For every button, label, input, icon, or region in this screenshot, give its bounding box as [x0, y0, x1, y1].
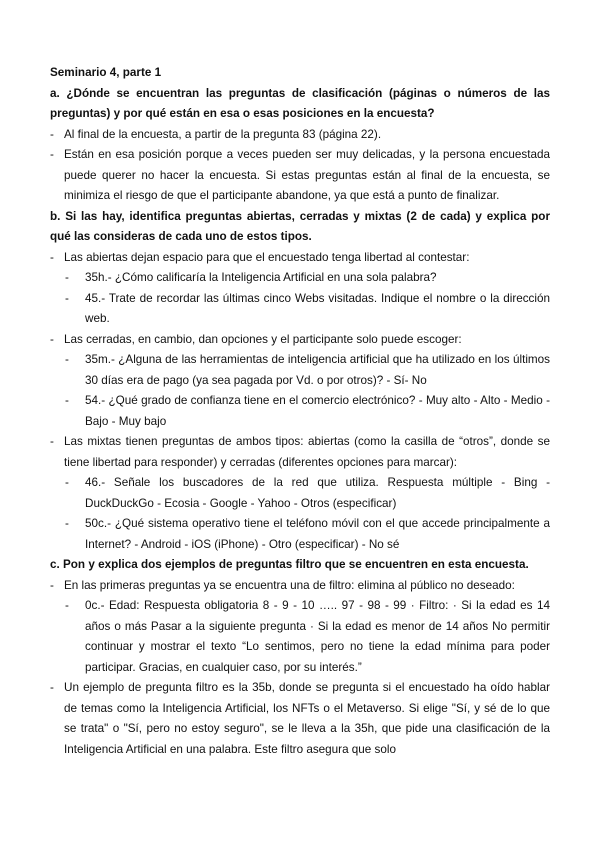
question-c: c. Pon y explica dos ejemplos de preguntas filtro que se encuentren en esta encuesta. — [50, 558, 529, 571]
sub-list-item: - 54.- ¿Qué grado de confianza tiene en el comercio electrónico? - Muy alto - Alto - Medio - Bajo - Muy bajo — [50, 391, 550, 432]
list-item: - Un ejemplo de pregunta filtro es la 35b, donde se pregunta si el encuestado ha oído hablar de temas como la Inteligencia Artificial, los NFTs o el Metaverso. Si elige "Sí, y sé de lo que se trata" o "Sí, pero no estoy seguro", se le lleva a la 35h, que pide una clasificación de la Inteligencia Artificial en una palabra. Este filtro asegura que solo — [50, 678, 550, 760]
document-title: Seminario 4, parte 1 — [50, 66, 162, 79]
document-page — [50, 63, 550, 760]
section-c — [50, 555, 550, 760]
question-b: b. Si las hay, identifica preguntas abiertas, cerradas y mixtas (2 de cada) y explica por qué las consideras de cada uno de estos tipos. — [50, 209, 550, 243]
list-item: - Al final de la encuesta, a partir de la pregunta 83 (página 22). — [50, 125, 550, 146]
sub-list-item: - 45.- Trate de recordar las últimas cinco Webs visitadas. Indique el nombre o la dirección web. — [50, 289, 550, 330]
list-item: - Las mixtas tienen preguntas de ambos tipos: abiertas (como la casilla de “otros”, donde se tiene libertad para responder) y cerradas (diferentes opciones para marcar): — [50, 432, 550, 473]
sub-list-item: - 0c.- Edad: Respuesta obligatoria 8 - 9 - 10 ….. 97 - 98 - 99 · Filtro: · Si la edad es 14 años o más Pasar a la siguiente pregunta · Si la edad es menor de 14 años No permitir continuar y mostrar el texto “Lo sentimos, pero no tiene la edad mínima para poder participar. Gracias, en cualquier caso, por su interés.” — [50, 596, 550, 678]
sub-list-item: - 35h.- ¿Cómo calificaría la Inteligencia Artificial en una sola palabra? — [50, 268, 550, 289]
sub-list-item: - 35m.- ¿Alguna de las herramientas de inteligencia artificial que ha utilizado en los últimos 30 días era de pago (ya sea pagada por Vd. o por otros)? - Sí- No — [50, 350, 550, 391]
section-a — [50, 84, 550, 207]
question-a: a. ¿Dónde se encuentran las preguntas de clasificación (páginas o números de las preguntas) y por qué están en esa o esas posiciones en la encuesta? — [50, 86, 550, 120]
list-item: - Las cerradas, en cambio, dan opciones y el participante solo puede escoger: — [50, 330, 550, 351]
section-b — [50, 207, 550, 556]
sub-list-item: - 46.- Señale los buscadores de la red que utiliza. Respuesta múltiple - Bing - DuckDuckGo - Ecosia - Google - Yahoo - Otros (especificar) — [50, 473, 550, 514]
sub-list-item: - 50c.- ¿Qué sistema operativo tiene el teléfono móvil con el que accede principalmente a Internet? - Android - iOS (iPhone) - Otro (especificar) - No sé — [50, 514, 550, 555]
list-item: - En las primeras preguntas ya se encuentra una de filtro: elimina al público no deseado: — [50, 576, 550, 597]
list-item: - Las abiertas dejan espacio para que el encuestado tenga libertad al contestar: — [50, 248, 550, 269]
list-item: - Están en esa posición porque a veces pueden ser muy delicadas, y la persona encuestada puede querer no hacer la encuesta. Si estas preguntas están al final de la encuesta, se minimiza el riesgo de que el participante abandone, ya que está a punto de finalizar. — [50, 145, 550, 207]
